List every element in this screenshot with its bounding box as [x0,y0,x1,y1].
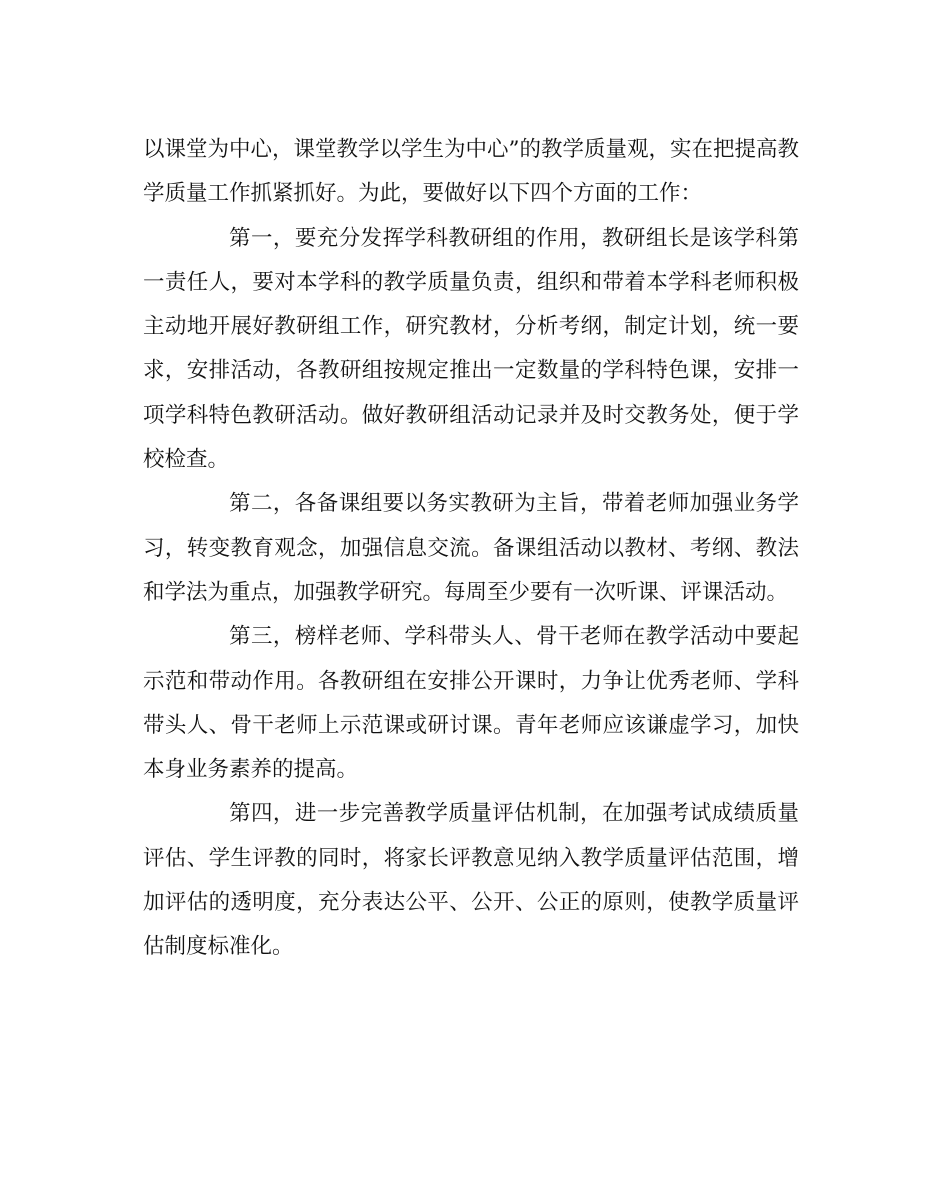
paragraph-fourth-point: 第四，进一步完善教学质量评估机制，在加强考试成绩质量评估、学生评教的同时，将家长评教意见纳入教学质量评估范围，增加评估的透明度，充分表达公平、公开、公正的原则，使教学质量评估制度标准化。 [143,801,799,960]
document-body [143,128,799,970]
paragraph-second-point: 第二，各备课组要以务实教研为主旨，带着老师加强业务学习，转变教育观念，加强信息交流。备课组活动以教材、考纲、教法和学法为重点，加强教学研究。每周至少要有一次听课、评课活动。 [143,491,799,605]
paragraph-intro: 以课堂为中心，课堂教学以学生为中心”的教学质量观，实在把提高教学质量工作抓紧抓好。为此，要做好以下四个方面的工作： [143,137,799,207]
paragraph-third-point: 第三，榜样老师、学科带头人、骨干老师在教学活动中要起示范和带动作用。各教研组在安排公开课时，力争让优秀老师、学科带头人、骨干老师上示范课或研讨课。青年老师应该谦虚学习，加快本身业务素养的提高。 [143,624,799,783]
paragraph-first-point: 第一，要充分发挥学科教研组的作用，教研组长是该学科第一责任人，要对本学科的教学质量负责，组织和带着本学科老师积极主动地开展好教研组工作，研究教材，分析考纲，制定计划，统一要求，安排活动，各教研组按规定推出一定数量的学科特色课，安排一项学科特色教研活动。做好教研组活动记录并及时交教务处，便于学校检查。 [143,225,799,473]
